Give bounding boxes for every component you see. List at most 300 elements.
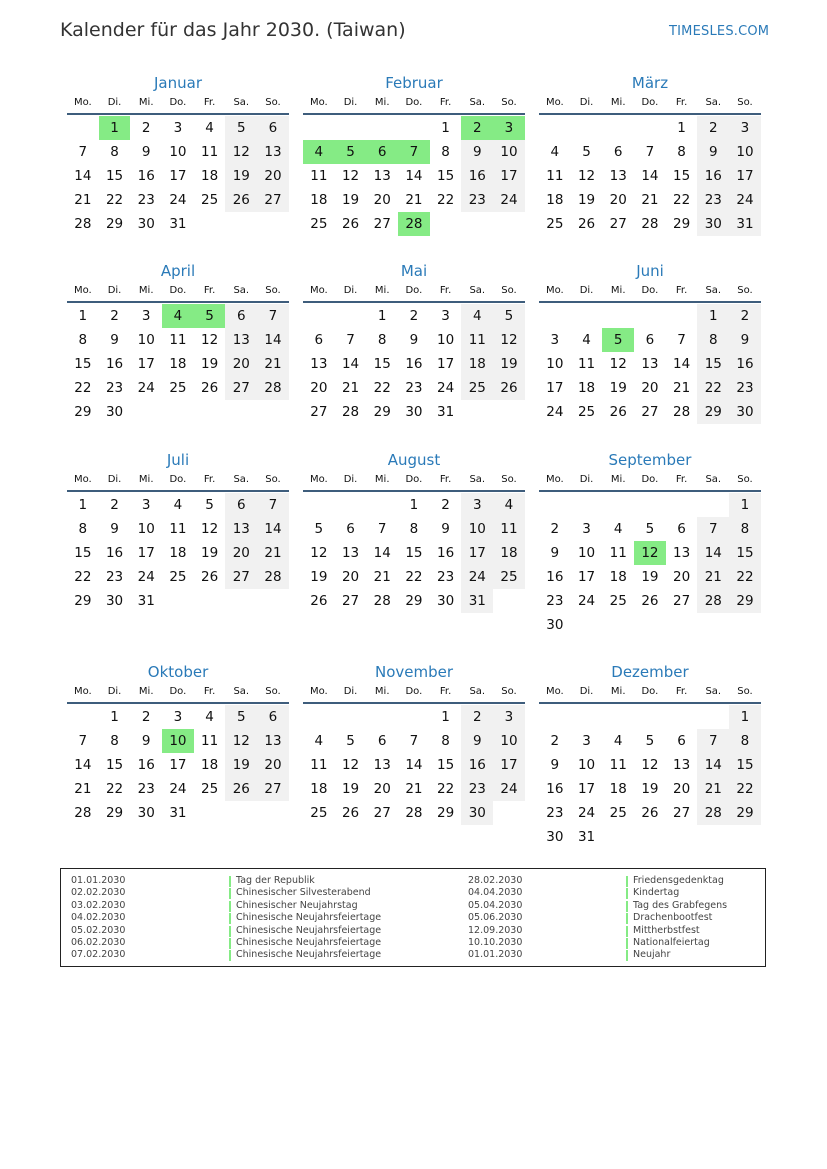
day-cell: 11 xyxy=(461,328,493,352)
empty-day-cell xyxy=(571,705,603,729)
weekday-label: Sa. xyxy=(469,97,486,108)
day-cell: 19 xyxy=(201,356,219,372)
day-cell: 12 xyxy=(609,356,627,372)
month-oktober xyxy=(67,662,289,825)
day-cell: 3 xyxy=(729,116,761,140)
weekday-label: Mi. xyxy=(374,97,390,108)
day-cell: 15 xyxy=(405,545,423,561)
weekday-label: So. xyxy=(501,285,517,296)
day-cell: 13 xyxy=(373,757,391,773)
day-cell: 17 xyxy=(493,164,525,188)
day-cell: 28 xyxy=(641,216,659,232)
week-row xyxy=(303,705,525,729)
day-cell: 30 xyxy=(546,617,564,633)
week-row xyxy=(303,212,525,236)
day-cell: 2 xyxy=(550,521,560,537)
day-cell: 7 xyxy=(346,332,355,348)
weekday-label: Do. xyxy=(641,285,659,296)
day-cell: 21 xyxy=(405,781,423,797)
empty-day-cell xyxy=(697,613,729,637)
day-cell: 17 xyxy=(577,781,596,797)
week-row xyxy=(539,541,761,565)
day-cell: 4 xyxy=(493,493,525,517)
day-cell: 3 xyxy=(441,308,450,324)
weekday-label: Mo. xyxy=(73,97,92,108)
weekday-label: Sa. xyxy=(233,686,250,697)
day-cell: 1 xyxy=(729,493,761,517)
month-name: Dezember xyxy=(611,663,689,681)
day-cell: 26 xyxy=(225,188,257,212)
day-cell: 27 xyxy=(609,216,627,232)
day-cell: 2 xyxy=(110,497,119,513)
day-cell: 7 xyxy=(697,517,729,541)
day-cell: 6 xyxy=(257,116,289,140)
weekday-label: So. xyxy=(737,474,753,485)
week-row xyxy=(539,613,761,637)
day-cell: 28 xyxy=(74,216,92,232)
week-row xyxy=(67,116,289,140)
weekday-header xyxy=(539,96,761,113)
day-cell: 14 xyxy=(74,757,92,773)
day-cell: 24 xyxy=(493,777,525,801)
day-cell: 23 xyxy=(461,188,493,212)
day-cell: 18 xyxy=(310,192,328,208)
day-cell: 14 xyxy=(697,753,729,777)
weekday-label: Mi. xyxy=(374,474,390,485)
empty-day-cell xyxy=(461,400,493,424)
weekday-label: Di. xyxy=(343,97,358,108)
day-cell: 15 xyxy=(105,168,124,184)
week-row xyxy=(303,517,525,541)
weekday-label: Mo. xyxy=(73,686,92,697)
day-cell: 26 xyxy=(641,805,659,821)
weekday-label: Fr. xyxy=(203,686,216,697)
day-cell: 12 xyxy=(341,168,360,184)
week-row xyxy=(303,777,525,801)
weekday-label: Di. xyxy=(343,686,358,697)
day-cell: 31 xyxy=(169,216,187,232)
day-cell: 4 xyxy=(173,497,183,513)
empty-day-cell xyxy=(666,493,698,517)
day-cell: 28 xyxy=(373,593,391,609)
month-januar xyxy=(67,73,289,236)
day-cell: 27 xyxy=(225,376,257,400)
day-cell: 8 xyxy=(677,144,686,160)
day-cell: 20 xyxy=(257,753,289,777)
day-cell: 24 xyxy=(461,565,493,589)
weekday-label: Fr. xyxy=(203,285,216,296)
day-cell: 28 xyxy=(697,589,729,613)
day-cell: 14 xyxy=(405,168,423,184)
weekday-label: Fr. xyxy=(439,686,452,697)
day-cell: 10 xyxy=(137,332,155,348)
day-cell: 3 xyxy=(550,332,560,348)
legend-holiday-name: Chinesische Neujahrsfeiertage xyxy=(229,949,381,961)
week-row xyxy=(67,328,289,352)
week-row xyxy=(539,140,761,164)
weekday-label: Do. xyxy=(641,686,659,697)
day-cell: 5 xyxy=(205,497,214,513)
day-cell: 26 xyxy=(609,404,627,420)
week-row xyxy=(67,352,289,376)
day-cell: 27 xyxy=(673,593,691,609)
weekday-label: So. xyxy=(501,474,517,485)
week-row xyxy=(303,304,525,328)
empty-day-cell xyxy=(366,705,398,729)
day-cell: 9 xyxy=(729,328,761,352)
empty-day-cell xyxy=(634,493,666,517)
day-cell: 19 xyxy=(577,192,596,208)
day-cell: 22 xyxy=(105,192,124,208)
week-row xyxy=(67,493,289,517)
day-cell: 18 xyxy=(609,781,627,797)
day-cell: 25 xyxy=(609,805,627,821)
weekday-label: Di. xyxy=(579,686,594,697)
day-cell: 11 xyxy=(169,521,187,537)
day-cell: 5 xyxy=(225,116,257,140)
day-cell: 10 xyxy=(577,545,596,561)
day-cell: 15 xyxy=(373,356,391,372)
day-cell: 26 xyxy=(225,777,257,801)
weekday-label: Mo. xyxy=(73,285,92,296)
day-cell: 26 xyxy=(310,593,328,609)
month-name: Januar xyxy=(154,74,202,92)
day-cell: 24 xyxy=(493,188,525,212)
empty-day-cell xyxy=(162,400,194,424)
week-row xyxy=(303,352,525,376)
day-cell: 21 xyxy=(257,541,289,565)
weekday-label: Di. xyxy=(343,285,358,296)
week-row xyxy=(539,376,761,400)
day-cell: 1 xyxy=(409,497,419,513)
day-cell: 15 xyxy=(729,541,761,565)
day-cell: 17 xyxy=(169,168,187,184)
day-cell: 22 xyxy=(74,380,92,396)
day-cell: 2 xyxy=(409,308,419,324)
legend-holiday-name: Chinesischer Silvesterabend xyxy=(229,887,371,899)
empty-day-cell xyxy=(303,116,335,140)
holiday-day-cell: 1 xyxy=(99,116,131,140)
day-cell: 13 xyxy=(641,356,659,372)
weekday-label: Mi. xyxy=(138,285,154,296)
legend-date: 12.09.2030 xyxy=(468,924,523,936)
day-cell: 14 xyxy=(641,168,659,184)
day-cell: 19 xyxy=(609,380,627,396)
weekday-label: Fr. xyxy=(675,97,688,108)
empty-day-cell xyxy=(571,493,603,517)
brand-logo[interactable]: TIMESLES.COM xyxy=(669,24,770,39)
holiday-day-cell: 7 xyxy=(398,140,430,164)
day-cell: 4 xyxy=(613,733,623,749)
empty-day-cell xyxy=(666,825,698,849)
day-cell: 10 xyxy=(169,144,187,160)
day-cell: 2 xyxy=(550,733,560,749)
day-cell: 30 xyxy=(137,805,155,821)
legend-date: 04.04.2030 xyxy=(468,887,523,899)
weekday-label: Mi. xyxy=(138,474,154,485)
legend-holiday-name: Tag der Republik xyxy=(229,875,315,887)
day-cell: 20 xyxy=(257,164,289,188)
month-name: Juni xyxy=(636,262,664,280)
legend-holiday-name: Chinesische Neujahrsfeiertage xyxy=(229,925,381,937)
day-cell: 20 xyxy=(609,192,627,208)
holiday-legend xyxy=(60,868,766,967)
holiday-day-cell: 10 xyxy=(162,729,194,753)
empty-day-cell xyxy=(729,825,761,849)
day-cell: 17 xyxy=(461,541,493,565)
empty-day-cell xyxy=(67,116,99,140)
day-cell: 6 xyxy=(613,144,623,160)
month-name: Oktober xyxy=(147,663,209,681)
empty-day-cell xyxy=(602,116,634,140)
week-row xyxy=(303,589,525,613)
empty-day-cell xyxy=(634,613,666,637)
day-cell: 9 xyxy=(550,757,560,773)
day-cell: 4 xyxy=(582,332,591,348)
day-cell: 29 xyxy=(729,801,761,825)
day-cell: 13 xyxy=(373,168,391,184)
day-cell: 1 xyxy=(78,308,88,324)
day-cell: 29 xyxy=(74,593,92,609)
week-row xyxy=(303,188,525,212)
day-cell: 7 xyxy=(257,493,289,517)
empty-day-cell xyxy=(539,116,571,140)
week-row xyxy=(67,729,289,753)
legend-holiday-name: Chinesische Neujahrsfeiertage xyxy=(229,912,381,924)
legend-holiday-name: Chinesische Neujahrsfeiertage xyxy=(229,937,381,949)
weekday-label: Fr. xyxy=(203,474,216,485)
week-row xyxy=(303,565,525,589)
weekday-label: Mi. xyxy=(138,97,154,108)
week-row xyxy=(303,729,525,753)
empty-day-cell xyxy=(493,212,525,236)
day-cell: 3 xyxy=(141,308,151,324)
day-cell: 25 xyxy=(169,380,187,396)
day-cell: 24 xyxy=(577,593,596,609)
day-cell: 9 xyxy=(110,332,119,348)
day-cell: 6 xyxy=(225,493,257,517)
weekday-label: Di. xyxy=(107,474,122,485)
day-cell: 29 xyxy=(673,216,691,232)
day-cell: 12 xyxy=(577,168,596,184)
day-cell: 4 xyxy=(550,144,560,160)
weekday-label: So. xyxy=(265,97,281,108)
day-cell: 11 xyxy=(310,757,328,773)
holiday-day-cell: 6 xyxy=(366,140,398,164)
weekday-header xyxy=(67,473,289,490)
weekday-label: Di. xyxy=(579,474,594,485)
weekday-label: Fr. xyxy=(439,285,452,296)
weekday-header xyxy=(67,685,289,702)
day-cell: 2 xyxy=(141,120,151,136)
day-cell: 4 xyxy=(205,709,214,725)
empty-day-cell xyxy=(194,801,226,825)
day-cell: 2 xyxy=(441,497,450,513)
day-cell: 14 xyxy=(74,168,92,184)
day-cell: 8 xyxy=(729,729,761,753)
day-cell: 21 xyxy=(74,781,92,797)
legend-date: 05.06.2030 xyxy=(468,912,523,924)
weekday-label: Fr. xyxy=(675,285,688,296)
day-cell: 12 xyxy=(225,729,257,753)
day-cell: 20 xyxy=(641,380,659,396)
day-cell: 9 xyxy=(141,733,151,749)
day-cell: 18 xyxy=(461,352,493,376)
month-dezember xyxy=(539,662,761,849)
day-cell: 22 xyxy=(373,380,391,396)
day-cell: 11 xyxy=(577,356,596,372)
day-cell: 24 xyxy=(169,192,187,208)
day-cell: 29 xyxy=(437,805,455,821)
day-cell: 26 xyxy=(577,216,596,232)
empty-day-cell xyxy=(666,613,698,637)
week-row xyxy=(67,753,289,777)
day-cell: 27 xyxy=(257,777,289,801)
day-cell: 3 xyxy=(173,120,183,136)
weekday-header xyxy=(67,96,289,113)
holiday-day-cell: 4 xyxy=(162,304,194,328)
empty-day-cell xyxy=(303,304,335,328)
day-cell: 17 xyxy=(729,164,761,188)
day-cell: 25 xyxy=(577,404,596,420)
day-cell: 11 xyxy=(169,332,187,348)
weekday-label: Do. xyxy=(405,97,423,108)
legend-date: 05.02.2030 xyxy=(71,924,126,936)
week-row xyxy=(539,565,761,589)
day-cell: 16 xyxy=(105,545,124,561)
day-cell: 27 xyxy=(310,404,328,420)
weekday-label: Mo. xyxy=(309,97,328,108)
weekday-header xyxy=(303,284,525,301)
day-cell: 2 xyxy=(461,705,493,729)
day-cell: 7 xyxy=(645,144,655,160)
weekday-label: Mi. xyxy=(138,686,154,697)
day-cell: 29 xyxy=(729,589,761,613)
weekday-label: So. xyxy=(501,686,517,697)
holiday-day-cell: 4 xyxy=(303,140,335,164)
day-cell: 22 xyxy=(697,376,729,400)
empty-day-cell xyxy=(602,304,634,328)
day-cell: 26 xyxy=(493,376,525,400)
legend-holiday-name: Chinesischer Neujahrstag xyxy=(229,900,358,912)
holiday-day-cell: 5 xyxy=(194,304,226,328)
day-cell: 4 xyxy=(205,120,214,136)
month-juni xyxy=(539,261,761,424)
day-cell: 26 xyxy=(201,380,219,396)
month-name: Mai xyxy=(400,262,428,280)
day-cell: 21 xyxy=(257,352,289,376)
day-cell: 17 xyxy=(577,569,596,585)
empty-day-cell xyxy=(539,304,571,328)
legend-date: 10.10.2030 xyxy=(468,936,523,948)
week-row xyxy=(67,400,289,424)
day-cell: 14 xyxy=(257,517,289,541)
day-cell: 23 xyxy=(461,777,493,801)
empty-day-cell xyxy=(398,705,430,729)
empty-day-cell xyxy=(366,116,398,140)
day-cell: 21 xyxy=(641,192,659,208)
day-cell: 13 xyxy=(341,545,360,561)
weekday-header xyxy=(303,473,525,490)
legend-holiday-name: Neujahr xyxy=(626,949,670,961)
day-cell: 27 xyxy=(257,188,289,212)
day-cell: 6 xyxy=(257,705,289,729)
day-cell: 12 xyxy=(641,757,659,773)
weekday-label: Fr. xyxy=(439,474,452,485)
day-cell: 24 xyxy=(137,380,155,396)
day-cell: 30 xyxy=(697,212,729,236)
week-row xyxy=(67,777,289,801)
day-cell: 9 xyxy=(141,144,151,160)
day-cell: 28 xyxy=(257,376,289,400)
day-cell: 28 xyxy=(341,404,360,420)
day-cell: 18 xyxy=(169,356,187,372)
day-cell: 8 xyxy=(409,521,419,537)
weekday-label: Di. xyxy=(579,97,594,108)
holiday-day-cell: 5 xyxy=(602,328,634,352)
empty-day-cell xyxy=(257,212,289,236)
week-row xyxy=(67,801,289,825)
day-cell: 22 xyxy=(729,777,761,801)
weekday-label: Sa. xyxy=(469,285,486,296)
day-cell: 11 xyxy=(609,545,627,561)
legend-date: 05.04.2030 xyxy=(468,899,523,911)
month-november xyxy=(303,662,525,825)
week-row xyxy=(303,376,525,400)
day-cell: 2 xyxy=(141,709,151,725)
day-cell: 22 xyxy=(105,781,124,797)
day-cell: 18 xyxy=(577,380,596,396)
empty-day-cell xyxy=(729,613,761,637)
day-cell: 16 xyxy=(729,352,761,376)
day-cell: 5 xyxy=(645,521,655,537)
day-cell: 21 xyxy=(373,569,391,585)
empty-day-cell xyxy=(634,304,666,328)
weekday-label: Do. xyxy=(641,97,659,108)
day-cell: 28 xyxy=(405,805,423,821)
day-cell: 21 xyxy=(74,192,92,208)
day-cell: 9 xyxy=(461,140,493,164)
empty-day-cell xyxy=(162,589,194,613)
empty-day-cell xyxy=(257,400,289,424)
day-cell: 10 xyxy=(461,517,493,541)
weekday-label: So. xyxy=(501,97,517,108)
weekday-label: Do. xyxy=(169,97,187,108)
weekday-label: Mi. xyxy=(610,285,626,296)
day-cell: 24 xyxy=(137,569,155,585)
month-name: Februar xyxy=(385,74,443,92)
empty-day-cell xyxy=(335,304,367,328)
day-cell: 20 xyxy=(225,541,257,565)
day-cell: 14 xyxy=(697,541,729,565)
day-cell: 21 xyxy=(405,192,423,208)
day-cell: 23 xyxy=(137,192,155,208)
weekday-label: Sa. xyxy=(705,285,722,296)
day-cell: 6 xyxy=(314,332,324,348)
week-row xyxy=(303,164,525,188)
week-row xyxy=(303,493,525,517)
day-cell: 19 xyxy=(341,781,360,797)
empty-day-cell xyxy=(335,705,367,729)
day-cell: 12 xyxy=(493,328,525,352)
weekday-label: Fr. xyxy=(675,474,688,485)
day-cell: 29 xyxy=(74,404,92,420)
weekday-label: Di. xyxy=(579,285,594,296)
day-cell: 13 xyxy=(310,356,328,372)
week-row xyxy=(539,164,761,188)
day-cell: 8 xyxy=(377,332,387,348)
day-cell: 23 xyxy=(437,569,455,585)
